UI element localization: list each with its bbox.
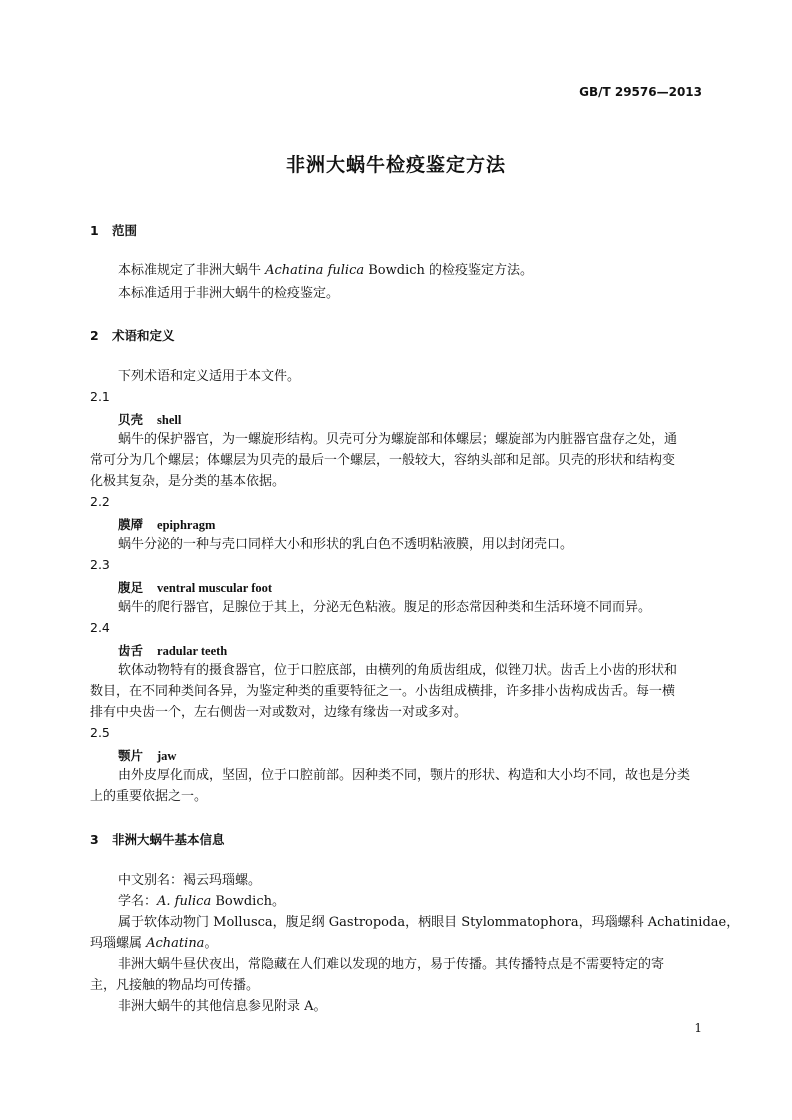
term-zh: 腹足 xyxy=(118,580,144,595)
info-line: 非洲大蜗牛昼伏夜出，常隐藏在人们难以发现的地方，易于传播。其传播特点是不需要特定的寄 xyxy=(118,957,665,972)
section-number: 3 xyxy=(90,832,99,847)
section-title: 范围 xyxy=(112,223,138,238)
term-number: 2.2 xyxy=(90,494,110,509)
scientific-name: A. fulica xyxy=(157,894,212,909)
definition-line: 蜗牛分泌的一种与壳口同样大小和形状的乳白色不透明粘液膜，用以封闭壳口。 xyxy=(118,537,574,552)
info-line: 中文别名：褐云玛瑙螺。 xyxy=(118,873,262,888)
info-line xyxy=(90,935,217,953)
definition-line: 排有中央齿一个，左右侧齿一对或数对，边缘有缘齿一对或多对。 xyxy=(90,705,468,720)
section-3-heading xyxy=(90,830,225,848)
term-heading xyxy=(118,746,176,764)
info-line: 属于软体动物门 Mollusca，腹足纲 Gastropoda，柄眼目 Stylommatophora，玛瑙螺科 Achatinidae， xyxy=(118,915,740,930)
term-zh: 齿舌 xyxy=(118,643,144,658)
info-line: 主，凡接触的物品均可传播。 xyxy=(90,978,260,993)
standard-number: GB/T 29576—2013 xyxy=(579,85,702,99)
definition-line: 数目，在不同种类间各异，为鉴定种类的重要特征之一。小齿组成横排，许多排小齿构成齿舌。每一横 xyxy=(90,684,676,699)
term-heading xyxy=(118,641,227,659)
term-zh: 膜厣 xyxy=(118,517,144,532)
term-heading xyxy=(118,410,181,428)
section-2-heading xyxy=(90,326,175,344)
term-en: radular teeth xyxy=(157,644,228,658)
text-fragment: 学名： xyxy=(118,894,158,909)
definition-line: 软体动物特有的摄食器官，位于口腔底部，由横列的角质齿组成，似锉刀状。齿舌上小齿的形状和 xyxy=(118,663,678,678)
section-title: 术语和定义 xyxy=(112,328,175,343)
term-en: jaw xyxy=(157,749,177,763)
document-title: 非洲大蜗牛检疫鉴定方法 xyxy=(285,154,506,176)
definition-line: 由外皮厚化而成，坚固，位于口腔前部。因种类不同，颚片的形状、构造和大小均不同，故也是分类 xyxy=(118,768,691,783)
definition-line: 蜗牛的爬行器官，足腺位于其上，分泌无色粘液。腹足的形态常因种类和生活环境不同而异。 xyxy=(118,600,652,615)
term-heading xyxy=(118,578,272,596)
definition-line: 蜗牛的保护器官，为一螺旋形结构。贝壳可分为螺旋部和体螺层；螺旋部为内脏器官盘存之处，通 xyxy=(118,432,678,447)
definition-line: 上的重要依据之一。 xyxy=(90,789,208,804)
page-number: 1 xyxy=(694,1021,702,1035)
scientific-name: Achatina fulica xyxy=(265,263,365,278)
section-number: 1 xyxy=(90,223,99,238)
section-1-heading xyxy=(90,221,137,239)
text-fragment: Bowdich。 xyxy=(211,894,285,909)
term-number: 2.4 xyxy=(90,620,110,635)
text-fragment: Bowdich 的检疫鉴定方法。 xyxy=(364,263,534,278)
term-number: 2.1 xyxy=(90,389,110,404)
text-fragment: 玛瑙螺属 xyxy=(90,936,147,951)
info-line xyxy=(118,893,285,911)
term-zh: 颚片 xyxy=(118,748,144,763)
term-en: shell xyxy=(157,413,182,427)
term-zh: 贝壳 xyxy=(118,412,144,427)
definition-line: 化极其复杂，是分类的基本依据。 xyxy=(90,474,286,489)
section-number: 2 xyxy=(90,328,99,343)
term-heading xyxy=(118,515,215,533)
term-en: epiphragm xyxy=(157,518,216,532)
text-fragment: 本标准规定了非洲大蜗牛 xyxy=(118,263,266,278)
info-line: 非洲大蜗牛的其他信息参见附录 A。 xyxy=(118,999,327,1014)
text-fragment: 。 xyxy=(204,936,218,951)
terms-intro: 下列术语和定义适用于本文件。 xyxy=(118,369,301,384)
scientific-name: Achatina xyxy=(146,936,205,951)
term-number: 2.5 xyxy=(90,725,110,740)
scope-paragraph-2: 本标准适用于非洲大蜗牛的检疫鉴定。 xyxy=(118,286,340,301)
scope-paragraph-1 xyxy=(118,262,533,280)
section-title: 非洲大蜗牛基本信息 xyxy=(112,832,225,847)
definition-line: 常可分为几个螺层；体螺层为贝壳的最后一个螺层，一般较大，容纳头部和足部。贝壳的形状和结构变 xyxy=(90,453,676,468)
term-number: 2.3 xyxy=(90,557,110,572)
term-en: ventral muscular foot xyxy=(157,581,273,595)
